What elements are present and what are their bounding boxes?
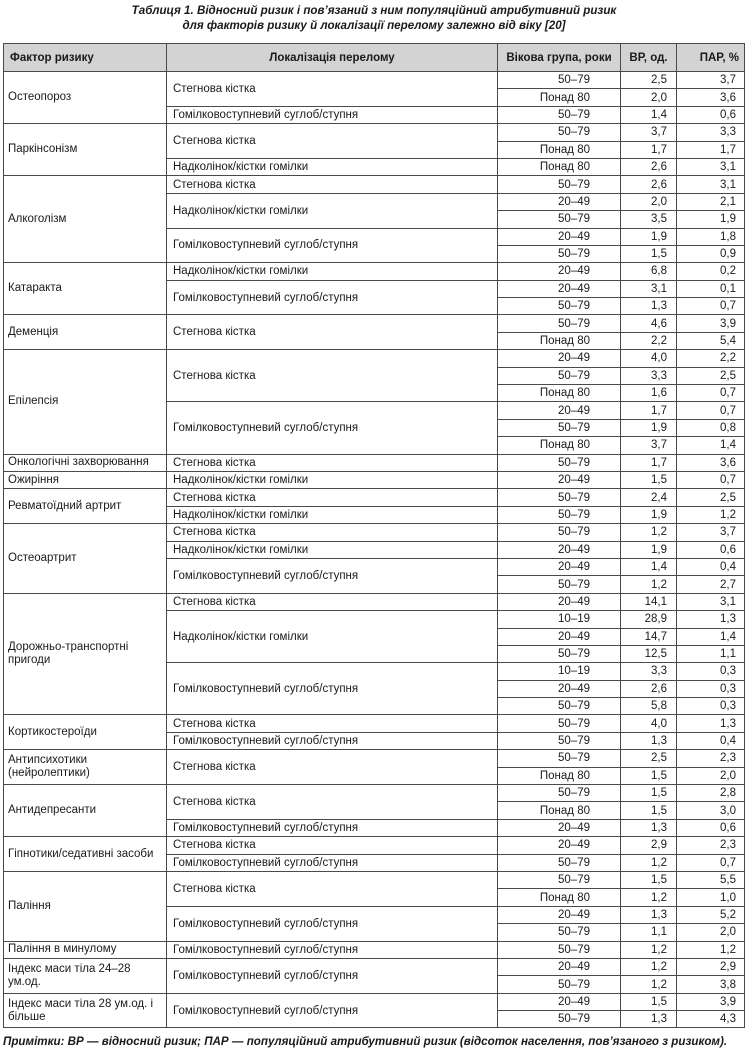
attributable-risk-cell: 3,1 <box>677 158 745 175</box>
relative-risk-cell: 4,0 <box>621 715 677 732</box>
age-group-cell: 50–79 <box>498 785 621 802</box>
relative-risk-cell: 1,2 <box>621 854 677 871</box>
fracture-site-cell: Надколінок/кістки гомілки <box>167 541 498 558</box>
attributable-risk-cell: 0,7 <box>677 854 745 871</box>
table-row <box>4 489 745 506</box>
relative-risk-cell: 1,6 <box>621 385 677 402</box>
attributable-risk-cell: 2,3 <box>677 837 745 854</box>
age-group-cell: Понад 80 <box>498 889 621 906</box>
age-group-cell: 50–79 <box>498 506 621 523</box>
age-group-cell: 50–79 <box>498 524 621 541</box>
relative-risk-cell: 2,6 <box>621 176 677 193</box>
table-caption <box>0 3 748 33</box>
attributable-risk-cell: 0,4 <box>677 558 745 575</box>
relative-risk-cell: 2,6 <box>621 158 677 175</box>
age-group-cell: 50–79 <box>498 976 621 993</box>
age-group-cell: 20–49 <box>498 819 621 836</box>
risk-factor-cell: Гіпнотики/седативні засоби <box>4 837 167 872</box>
relative-risk-cell: 3,7 <box>621 124 677 141</box>
fracture-site-cell: Гомілковоступневий суглоб/ступня <box>167 663 498 715</box>
relative-risk-cell: 1,9 <box>621 228 677 245</box>
age-group-cell: 50–79 <box>498 298 621 315</box>
attributable-risk-cell: 0,6 <box>677 106 745 123</box>
header-relative-risk: ВР, од. <box>621 44 677 72</box>
attributable-risk-cell: 1,8 <box>677 228 745 245</box>
fracture-site-cell: Стегнова кістка <box>167 454 498 471</box>
attributable-risk-cell: 1,2 <box>677 941 745 958</box>
relative-risk-cell: 1,3 <box>621 732 677 749</box>
fracture-site-cell: Стегнова кістка <box>167 785 498 820</box>
age-group-cell: 10–19 <box>498 663 621 680</box>
fracture-site-cell: Стегнова кістка <box>167 176 498 193</box>
attributable-risk-cell: 0,3 <box>677 663 745 680</box>
age-group-cell: 50–79 <box>498 576 621 593</box>
relative-risk-cell: 1,3 <box>621 819 677 836</box>
table-row <box>4 524 745 541</box>
fracture-site-cell: Гомілковоступневий суглоб/ступня <box>167 854 498 871</box>
attributable-risk-cell: 2,8 <box>677 785 745 802</box>
age-group-cell: 50–79 <box>498 1011 621 1028</box>
fracture-site-cell: Стегнова кістка <box>167 715 498 732</box>
relative-risk-cell: 4,0 <box>621 350 677 367</box>
attributable-risk-cell: 2,5 <box>677 489 745 506</box>
table-row <box>4 941 745 958</box>
fracture-site-cell: Гомілковоступневий суглоб/ступня <box>167 732 498 749</box>
relative-risk-cell: 3,1 <box>621 280 677 297</box>
relative-risk-cell: 2,0 <box>621 89 677 106</box>
relative-risk-cell: 3,7 <box>621 437 677 454</box>
fracture-site-cell: Надколінок/кістки гомілки <box>167 193 498 228</box>
attributable-risk-cell: 2,0 <box>677 924 745 941</box>
age-group-cell: 20–49 <box>498 193 621 210</box>
relative-risk-cell: 1,2 <box>621 576 677 593</box>
fracture-site-cell: Надколінок/кістки гомілки <box>167 263 498 280</box>
attributable-risk-cell: 3,7 <box>677 72 745 89</box>
attributable-risk-cell: 0,4 <box>677 732 745 749</box>
relative-risk-cell: 1,3 <box>621 298 677 315</box>
table-row <box>4 471 745 488</box>
relative-risk-cell: 12,5 <box>621 645 677 662</box>
fracture-site-cell: Стегнова кістка <box>167 837 498 854</box>
relative-risk-cell: 1,3 <box>621 906 677 923</box>
relative-risk-cell: 3,3 <box>621 663 677 680</box>
risk-factor-cell: Остеоартрит <box>4 524 167 594</box>
attributable-risk-cell: 3,1 <box>677 176 745 193</box>
attributable-risk-cell: 1,3 <box>677 715 745 732</box>
age-group-cell: Понад 80 <box>498 437 621 454</box>
age-group-cell: Понад 80 <box>498 802 621 819</box>
age-group-cell: 50–79 <box>498 732 621 749</box>
age-group-cell: 50–79 <box>498 419 621 436</box>
attributable-risk-cell: 1,7 <box>677 141 745 158</box>
fracture-site-cell: Гомілковоступневий суглоб/ступня <box>167 819 498 836</box>
attributable-risk-cell: 3,1 <box>677 593 745 610</box>
fracture-site-cell: Стегнова кістка <box>167 750 498 785</box>
fracture-site-cell: Стегнова кістка <box>167 489 498 506</box>
relative-risk-cell: 1,1 <box>621 924 677 941</box>
attributable-risk-cell: 3,8 <box>677 976 745 993</box>
age-group-cell: 20–49 <box>498 558 621 575</box>
age-group-cell: 20–49 <box>498 958 621 975</box>
age-group-cell: 50–79 <box>498 245 621 262</box>
relative-risk-cell: 1,2 <box>621 941 677 958</box>
attributable-risk-cell: 1,2 <box>677 506 745 523</box>
relative-risk-cell: 1,5 <box>621 471 677 488</box>
attributable-risk-cell: 0,8 <box>677 419 745 436</box>
fracture-site-cell: Надколінок/кістки гомілки <box>167 158 498 175</box>
attributable-risk-cell: 3,6 <box>677 89 745 106</box>
risk-factor-cell: Антидепресанти <box>4 785 167 837</box>
fracture-site-cell: Надколінок/кістки гомілки <box>167 611 498 663</box>
relative-risk-cell: 2,6 <box>621 680 677 697</box>
relative-risk-cell: 14,7 <box>621 628 677 645</box>
attributable-risk-cell: 2,5 <box>677 367 745 384</box>
table-row <box>4 785 745 802</box>
attributable-risk-cell: 5,2 <box>677 906 745 923</box>
relative-risk-cell: 1,2 <box>621 976 677 993</box>
fracture-site-cell: Стегнова кістка <box>167 315 498 350</box>
table-row <box>4 593 745 610</box>
attributable-risk-cell: 3,9 <box>677 315 745 332</box>
relative-risk-cell: 1,5 <box>621 767 677 784</box>
attributable-risk-cell: 1,1 <box>677 645 745 662</box>
attributable-risk-cell: 0,9 <box>677 245 745 262</box>
risk-factor-cell: Паління <box>4 871 167 941</box>
age-group-cell: 20–49 <box>498 263 621 280</box>
attributable-risk-cell: 2,0 <box>677 767 745 784</box>
age-group-cell: 50–79 <box>498 698 621 715</box>
fracture-site-cell: Гомілковоступневий суглоб/ступня <box>167 906 498 941</box>
table-row <box>4 263 745 280</box>
attributable-risk-cell: 1,4 <box>677 437 745 454</box>
attributable-risk-cell: 1,0 <box>677 889 745 906</box>
table-header-row <box>4 44 745 72</box>
table-row <box>4 350 745 367</box>
age-group-cell: 50–79 <box>498 367 621 384</box>
relative-risk-cell: 28,9 <box>621 611 677 628</box>
age-group-cell: 50–79 <box>498 854 621 871</box>
age-group-cell: 50–79 <box>498 924 621 941</box>
fracture-site-cell: Гомілковоступневий суглоб/ступня <box>167 228 498 263</box>
fracture-site-cell: Гомілковоступневий суглоб/ступня <box>167 941 498 958</box>
relative-risk-cell: 1,2 <box>621 889 677 906</box>
age-group-cell: 50–79 <box>498 715 621 732</box>
attributable-risk-cell: 2,1 <box>677 193 745 210</box>
fracture-site-cell: Стегнова кістка <box>167 124 498 159</box>
caption-line-2: для факторів ризику й локалізації перелому залежно від віку [20] <box>182 19 566 32</box>
attributable-risk-cell: 0,2 <box>677 263 745 280</box>
attributable-risk-cell: 0,7 <box>677 471 745 488</box>
relative-risk-cell: 1,4 <box>621 106 677 123</box>
table-row <box>4 837 745 854</box>
attributable-risk-cell: 2,3 <box>677 750 745 767</box>
fracture-site-cell: Надколінок/кістки гомілки <box>167 506 498 523</box>
age-group-cell: Понад 80 <box>498 89 621 106</box>
age-group-cell: 20–49 <box>498 906 621 923</box>
relative-risk-cell: 14,1 <box>621 593 677 610</box>
table-row <box>4 72 745 89</box>
attributable-risk-cell: 3,6 <box>677 454 745 471</box>
age-group-cell: 50–79 <box>498 645 621 662</box>
fracture-site-cell: Стегнова кістка <box>167 871 498 906</box>
age-group-cell: 50–79 <box>498 941 621 958</box>
attributable-risk-cell: 4,3 <box>677 1011 745 1028</box>
attributable-risk-cell: 1,3 <box>677 611 745 628</box>
attributable-risk-cell: 3,9 <box>677 993 745 1010</box>
relative-risk-cell: 1,9 <box>621 541 677 558</box>
attributable-risk-cell: 5,5 <box>677 871 745 888</box>
age-group-cell: Понад 80 <box>498 158 621 175</box>
attributable-risk-cell: 0,3 <box>677 698 745 715</box>
attributable-risk-cell: 0,1 <box>677 280 745 297</box>
risk-factor-cell: Алкоголізм <box>4 176 167 263</box>
header-risk-factor: Фактор ризику <box>4 44 167 72</box>
age-group-cell: 20–49 <box>498 471 621 488</box>
attributable-risk-cell: 0,6 <box>677 541 745 558</box>
relative-risk-cell: 1,9 <box>621 506 677 523</box>
fracture-site-cell: Надколінок/кістки гомілки <box>167 471 498 488</box>
risk-factor-cell: Дорожньо-транспортні пригоди <box>4 593 167 715</box>
attributable-risk-cell: 0,7 <box>677 298 745 315</box>
age-group-cell: Понад 80 <box>498 767 621 784</box>
age-group-cell: 50–79 <box>498 454 621 471</box>
relative-risk-cell: 6,8 <box>621 263 677 280</box>
age-group-cell: 20–49 <box>498 628 621 645</box>
age-group-cell: 20–49 <box>498 541 621 558</box>
relative-risk-cell: 4,6 <box>621 315 677 332</box>
relative-risk-cell: 1,2 <box>621 958 677 975</box>
fracture-site-cell: Гомілковоступневий суглоб/ступня <box>167 958 498 993</box>
age-group-cell: 20–49 <box>498 350 621 367</box>
relative-risk-cell: 2,4 <box>621 489 677 506</box>
table-body <box>4 72 745 1028</box>
header-attributable-risk: ПАР, % <box>677 44 745 72</box>
table-row <box>4 315 745 332</box>
table-row <box>4 750 745 767</box>
risk-factor-cell: Епілепсія <box>4 350 167 454</box>
table-row <box>4 993 745 1010</box>
risk-factor-cell: Індекс маси тіла 24–28 ум.од. <box>4 958 167 993</box>
fracture-site-cell: Стегнова кістка <box>167 72 498 107</box>
table-footnote: Примітки: ВР — відносний ризик; ПАР — популяційний атрибутивний ризик (відсоток населення, пов’язаного з ризиком). <box>3 1035 728 1048</box>
age-group-cell: 50–79 <box>498 176 621 193</box>
attributable-risk-cell: 0,3 <box>677 680 745 697</box>
relative-risk-cell: 1,5 <box>621 871 677 888</box>
risk-factor-cell: Ожиріння <box>4 471 167 488</box>
fracture-site-cell: Гомілковоступневий суглоб/ступня <box>167 106 498 123</box>
fracture-site-cell: Стегнова кістка <box>167 350 498 402</box>
risk-table <box>3 43 745 1028</box>
age-group-cell: 20–49 <box>498 680 621 697</box>
age-group-cell: 20–49 <box>498 837 621 854</box>
table-row <box>4 715 745 732</box>
attributable-risk-cell: 1,9 <box>677 211 745 228</box>
risk-factor-cell: Остеопороз <box>4 72 167 124</box>
risk-factor-cell: Паління в минулому <box>4 941 167 958</box>
risk-factor-cell: Паркінсонізм <box>4 124 167 176</box>
caption-line-1: Таблиця 1. Відносний ризик і пов’язаний з ним популяційний атрибутивний ризик <box>131 4 617 17</box>
attributable-risk-cell: 2,7 <box>677 576 745 593</box>
table-row <box>4 454 745 471</box>
relative-risk-cell: 1,5 <box>621 785 677 802</box>
age-group-cell: Понад 80 <box>498 332 621 349</box>
attributable-risk-cell: 0,7 <box>677 402 745 419</box>
age-group-cell: 10–19 <box>498 611 621 628</box>
attributable-risk-cell: 3,7 <box>677 524 745 541</box>
age-group-cell: 50–79 <box>498 124 621 141</box>
relative-risk-cell: 1,9 <box>621 419 677 436</box>
relative-risk-cell: 1,7 <box>621 402 677 419</box>
relative-risk-cell: 3,5 <box>621 211 677 228</box>
age-group-cell: 50–79 <box>498 106 621 123</box>
relative-risk-cell: 1,5 <box>621 993 677 1010</box>
relative-risk-cell: 2,5 <box>621 72 677 89</box>
risk-factor-cell: Кортикостероїди <box>4 715 167 750</box>
fracture-site-cell: Гомілковоступневий суглоб/ступня <box>167 558 498 593</box>
age-group-cell: 20–49 <box>498 593 621 610</box>
table-row <box>4 871 745 888</box>
age-group-cell: Понад 80 <box>498 385 621 402</box>
risk-factor-cell: Ревматоїдний артрит <box>4 489 167 524</box>
risk-factor-cell: Катаракта <box>4 263 167 315</box>
attributable-risk-cell: 1,4 <box>677 628 745 645</box>
age-group-cell: 50–79 <box>498 489 621 506</box>
relative-risk-cell: 2,9 <box>621 837 677 854</box>
relative-risk-cell: 1,5 <box>621 802 677 819</box>
age-group-cell: 20–49 <box>498 280 621 297</box>
age-group-cell: 20–49 <box>498 402 621 419</box>
attributable-risk-cell: 5,4 <box>677 332 745 349</box>
risk-factor-cell: Деменція <box>4 315 167 350</box>
age-group-cell: 50–79 <box>498 750 621 767</box>
relative-risk-cell: 2,5 <box>621 750 677 767</box>
relative-risk-cell: 5,8 <box>621 698 677 715</box>
risk-factor-cell: Онкологічні захворювання <box>4 454 167 471</box>
age-group-cell: 50–79 <box>498 72 621 89</box>
attributable-risk-cell: 3,3 <box>677 124 745 141</box>
fracture-site-cell: Гомілковоступневий суглоб/ступня <box>167 402 498 454</box>
fracture-site-cell: Стегнова кістка <box>167 593 498 610</box>
fracture-site-cell: Гомілковоступневий суглоб/ступня <box>167 280 498 315</box>
fracture-site-cell: Гомілковоступневий суглоб/ступня <box>167 993 498 1028</box>
age-group-cell: 20–49 <box>498 993 621 1010</box>
relative-risk-cell: 1,7 <box>621 454 677 471</box>
relative-risk-cell: 1,7 <box>621 141 677 158</box>
table-row <box>4 958 745 975</box>
header-fracture-site: Локалізація перелому <box>167 44 498 72</box>
relative-risk-cell: 3,3 <box>621 367 677 384</box>
attributable-risk-cell: 2,9 <box>677 958 745 975</box>
relative-risk-cell: 1,5 <box>621 245 677 262</box>
age-group-cell: 20–49 <box>498 228 621 245</box>
age-group-cell: 50–79 <box>498 315 621 332</box>
relative-risk-cell: 1,4 <box>621 558 677 575</box>
age-group-cell: 50–79 <box>498 871 621 888</box>
relative-risk-cell: 2,2 <box>621 332 677 349</box>
age-group-cell: 50–79 <box>498 211 621 228</box>
age-group-cell: Понад 80 <box>498 141 621 158</box>
relative-risk-cell: 1,3 <box>621 1011 677 1028</box>
table-row <box>4 176 745 193</box>
risk-factor-cell: Індекс маси тіла 28 ум.од. і більше <box>4 993 167 1028</box>
relative-risk-cell: 1,2 <box>621 524 677 541</box>
attributable-risk-cell: 0,7 <box>677 385 745 402</box>
attributable-risk-cell: 2,2 <box>677 350 745 367</box>
table-row <box>4 124 745 141</box>
header-age-group: Вікова група, роки <box>498 44 621 72</box>
attributable-risk-cell: 3,0 <box>677 802 745 819</box>
attributable-risk-cell: 0,6 <box>677 819 745 836</box>
risk-factor-cell: Антипсихотики (нейролептики) <box>4 750 167 785</box>
fracture-site-cell: Стегнова кістка <box>167 524 498 541</box>
relative-risk-cell: 2,0 <box>621 193 677 210</box>
